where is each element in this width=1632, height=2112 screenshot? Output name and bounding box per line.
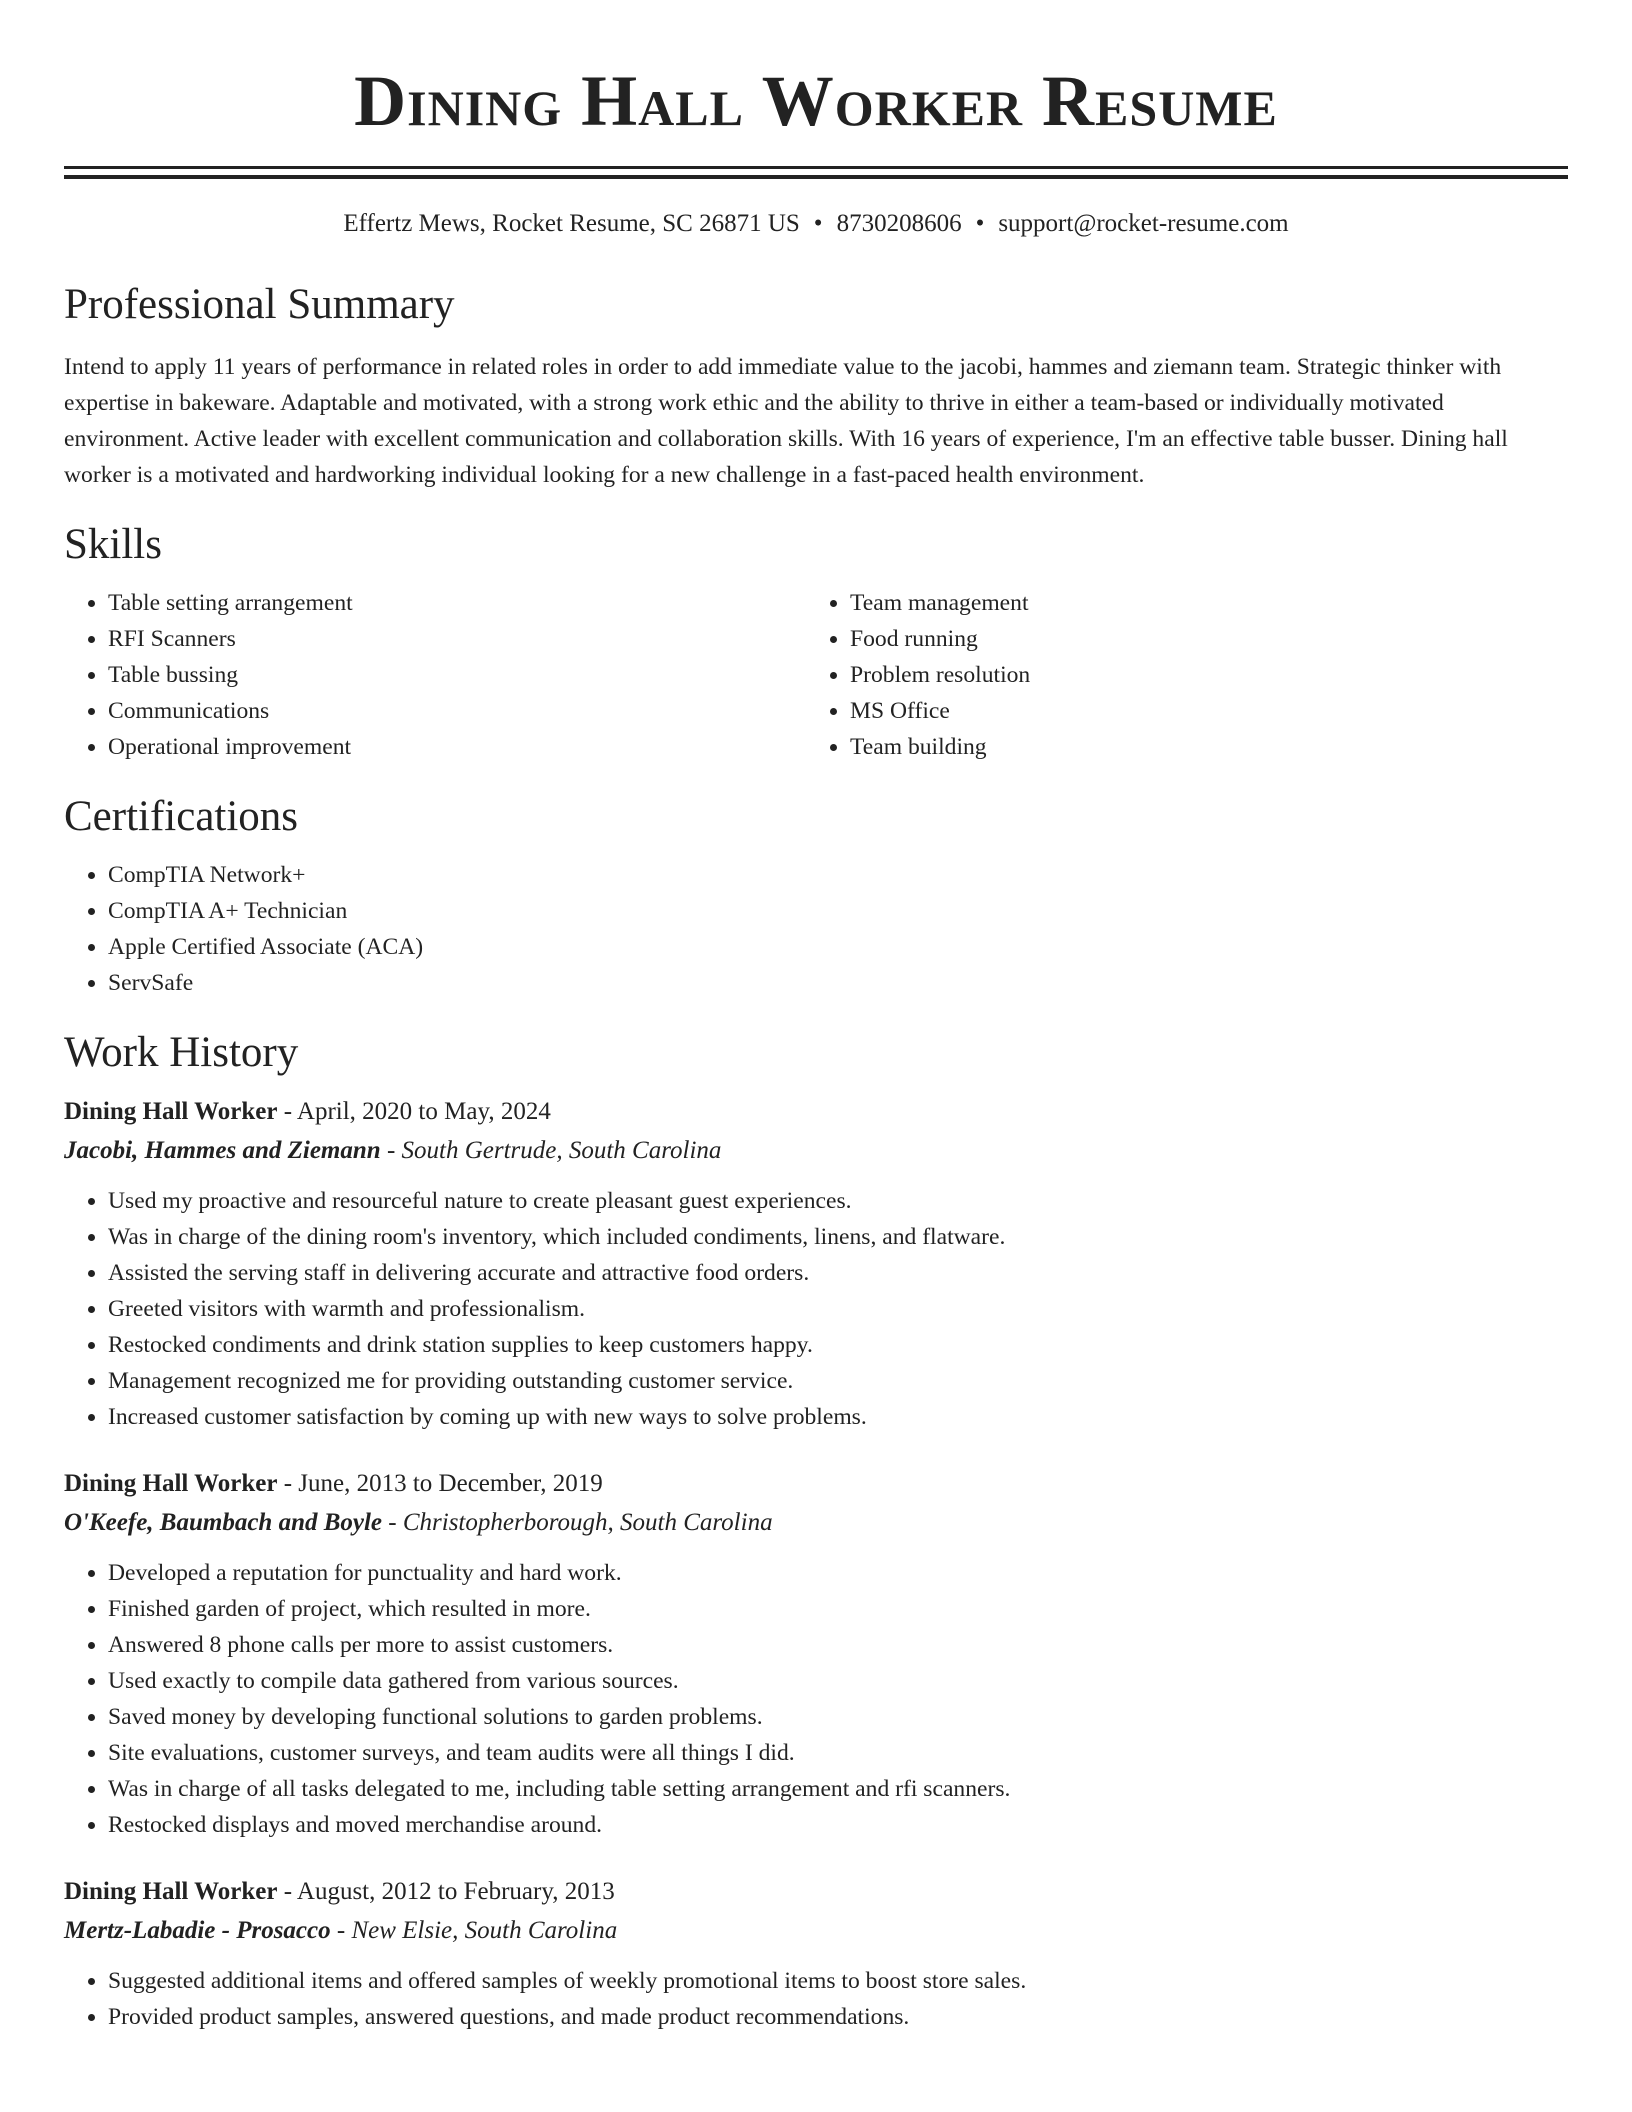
certifications-list <box>64 857 1568 1001</box>
job-bullet: • Management recognized me for providing outstanding customer service. <box>108 1363 1568 1399</box>
job-bullet: • Provided product samples, answered questions, and made product recommendations. <box>108 1999 1568 2035</box>
job-bullet: • Used my proactive and resourceful nature to create pleasant guest experiences. <box>108 1183 1568 1219</box>
job-entry <box>64 1093 1568 1435</box>
work-history-heading: Work History <box>64 1029 299 1076</box>
job-company-line <box>64 1911 1568 1951</box>
job-title: Dining Hall Worker <box>64 1878 278 1905</box>
summary-text: Intend to apply 11 years of performance in related roles in order to add immediate value to the jacobi, hammes and ziemann team. Strategic thinker with expertise in bakeware. Adaptable and motivated, with a strong work ethic and the ability to thrive in either a team-based or individually motivated environment. Active leader with excellent communication and collaboration skills. With 16 years of experience, I'm an effective table busser. Dining hall worker is a motivated and hardworking individual looking for a new challenge in a fast-paced health environment. <box>64 354 1508 488</box>
contact-separator: • <box>813 210 823 237</box>
skill-item: • Problem resolution <box>850 657 1548 693</box>
job-bullets <box>64 1555 1568 1843</box>
skill-item: • Team building <box>850 729 1548 765</box>
job-company: Mertz-Labadie - Prosacco <box>64 1917 331 1944</box>
job-bullet: • Used exactly to compile data gathered from various sources. <box>108 1663 1568 1699</box>
job-company-line <box>64 1503 1568 1543</box>
job-bullet: • Assisted the serving staff in delivering accurate and attractive food orders. <box>108 1255 1568 1291</box>
skill-item: • Communications <box>108 693 806 729</box>
job-company: O'Keefe, Baumbach and Boyle <box>64 1509 383 1536</box>
job-title: Dining Hall Worker <box>64 1470 278 1497</box>
skills-heading: Skills <box>64 521 162 568</box>
job-bullet: • Finished garden of project, which resulted in more. <box>108 1591 1568 1627</box>
job-dates: - August, 2012 to February, 2013 <box>277 1878 615 1905</box>
skill-item: • Table bussing <box>108 657 806 693</box>
skills-list-left <box>64 585 806 765</box>
job-bullet: • Was in charge of all tasks delegated to me, including table setting arrangement and rfi scanners. <box>108 1771 1568 1807</box>
contact-line <box>64 209 1568 239</box>
job-dates: - June, 2013 to December, 2019 <box>277 1470 603 1497</box>
certification-item: • CompTIA Network+ <box>108 857 1568 893</box>
job-bullet: • Saved money by developing functional solutions to garden problems. <box>108 1699 1568 1735</box>
contact-separator: • <box>975 210 985 237</box>
title-double-rule <box>64 166 1568 179</box>
job-bullet: • Greeted visitors with warmth and professionalism. <box>108 1291 1568 1327</box>
skill-item: • Food running <box>850 621 1548 657</box>
job-bullet: • Suggested additional items and offered samples of weekly promotional items to boost store sales. <box>108 1963 1568 1999</box>
job-company: Jacobi, Hammes and Ziemann <box>64 1137 381 1164</box>
job-bullet: • Developed a reputation for punctuality and hard work. <box>108 1555 1568 1591</box>
job-bullets <box>64 1963 1568 2035</box>
resume-title: Dining Hall Worker Resume <box>354 61 1278 141</box>
contact-email: support@rocket-resume.com <box>998 210 1289 237</box>
job-location: - New Elsie, South Carolina <box>330 1917 618 1944</box>
job-title-line <box>64 1465 1568 1503</box>
skill-item: • Table setting arrangement <box>108 585 806 621</box>
certification-item: • CompTIA A+ Technician <box>108 893 1568 929</box>
skill-item: • Team management <box>850 585 1548 621</box>
job-bullets <box>64 1183 1568 1435</box>
job-company-line <box>64 1131 1568 1171</box>
job-bullet: • Answered 8 phone calls per more to assist customers. <box>108 1627 1568 1663</box>
skill-item: • Operational improvement <box>108 729 806 765</box>
job-bullet: • Restocked displays and moved merchandise around. <box>108 1807 1568 1843</box>
job-entry <box>64 1465 1568 1843</box>
job-bullet: • Restocked condiments and drink station supplies to keep customers happy. <box>108 1327 1568 1363</box>
skills-list-right <box>806 585 1548 765</box>
skill-item: • MS Office <box>850 693 1548 729</box>
job-location: - South Gertrude, South Carolina <box>380 1137 722 1164</box>
contact-phone: 8730208606 <box>836 210 962 237</box>
job-bullet: • Increased customer satisfaction by coming up with new ways to solve problems. <box>108 1399 1568 1435</box>
summary-heading: Professional Summary <box>64 281 455 328</box>
job-bullet: • Was in charge of the dining room's inventory, which included condiments, linens, and flatware. <box>108 1219 1568 1255</box>
job-title-line <box>64 1093 1568 1131</box>
certification-item: • Apple Certified Associate (ACA) <box>108 929 1568 965</box>
contact-address: Effertz Mews, Rocket Resume, SC 26871 US <box>343 210 800 237</box>
job-dates: - April, 2020 to May, 2024 <box>277 1098 551 1125</box>
job-title: Dining Hall Worker <box>64 1098 278 1125</box>
job-title-line <box>64 1873 1568 1911</box>
skill-item: • RFI Scanners <box>108 621 806 657</box>
job-entry <box>64 1873 1568 2035</box>
job-bullet: • Site evaluations, customer surveys, and team audits were all things I did. <box>108 1735 1568 1771</box>
certifications-heading: Certifications <box>64 793 299 840</box>
job-location: - Christopherborough, South Carolina <box>382 1509 773 1536</box>
certification-item: • ServSafe <box>108 965 1568 1001</box>
skills-grid <box>64 585 1568 765</box>
